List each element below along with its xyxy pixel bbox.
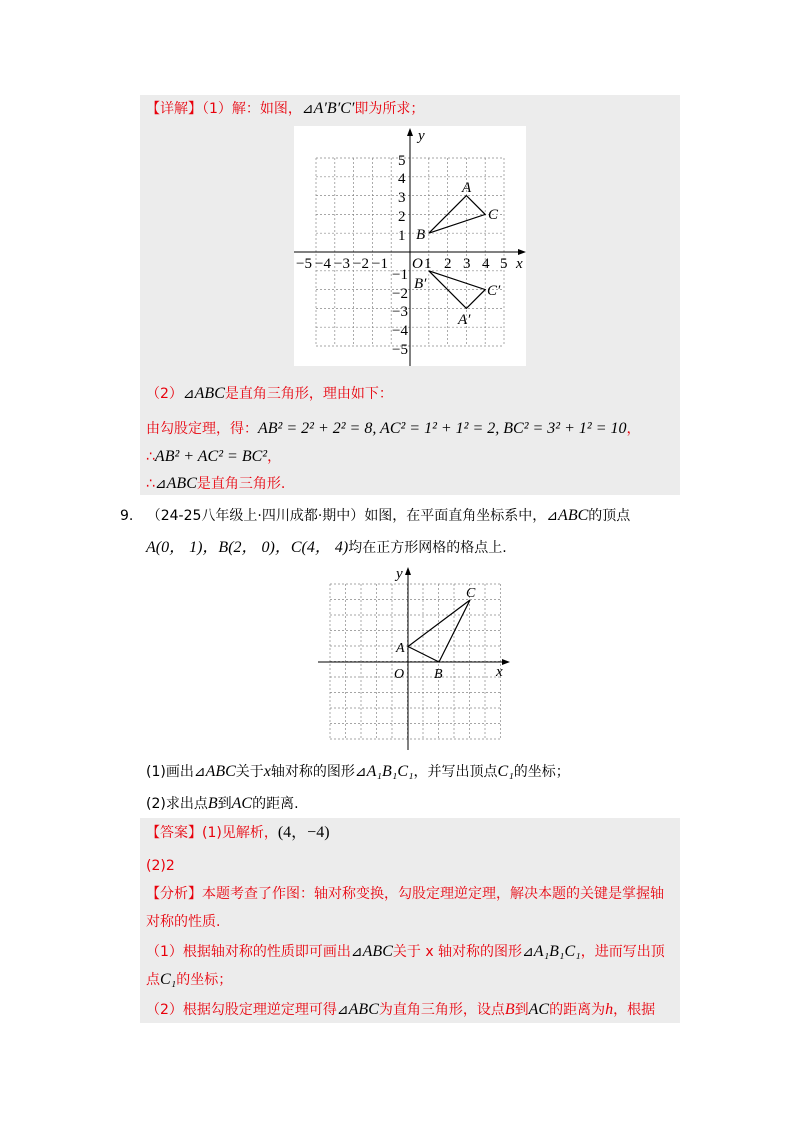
tick-y-neg3: −3 [392, 304, 408, 320]
x-axis-arrow [502, 659, 510, 665]
tick-y-4: 4 [398, 171, 406, 187]
triangle-symbol: ⊿ [354, 764, 367, 780]
question-1: (1)画出⊿ABC关于x轴对称的图形⊿A₁B₁C₁，并写出顶点C₁的坐标； [146, 763, 570, 780]
triangle-symbol: ⊿ [336, 1002, 349, 1018]
point-a: A [462, 180, 472, 196]
tick-y-2: 2 [398, 209, 406, 225]
triangle-symbol: ⊿ [350, 944, 363, 960]
triangle-symbol: ⊿ [182, 386, 195, 402]
answer-coordinate: (4，−4) [277, 824, 330, 841]
tick-y-neg4: −4 [392, 323, 408, 339]
triangle-symbol: ⊿ [193, 764, 206, 780]
x-axis-arrow [518, 249, 526, 255]
tick-x-neg1: −1 [372, 256, 388, 272]
figure-1 [294, 126, 526, 366]
problem-number: 9. [120, 508, 134, 524]
vertex-coordinates: A(0， 1)，B(2， 0)，C(4， 4) [146, 539, 349, 556]
tick-y-neg5: −5 [392, 342, 408, 358]
point-c: C [466, 586, 476, 601]
point-b: B [434, 667, 443, 682]
triangle-symbol: ⊿ [154, 476, 167, 492]
y-axis-label: y [396, 566, 403, 582]
analysis-label: 【分析】 [146, 886, 202, 902]
tick-y-5: 5 [398, 153, 406, 169]
tick-y-1: 1 [398, 228, 406, 244]
y-axis-arrow [407, 128, 413, 136]
question-2: (2)求出点B到AC的距离. [146, 795, 299, 812]
tick-x-3: 3 [463, 256, 471, 272]
analysis-line-2: 对称的性质. [146, 914, 221, 930]
point-b-prime: B′ [414, 276, 427, 292]
equation-2: AB² + AC² = BC² [154, 448, 268, 465]
answer-line-1: 【答案】(1)见解析，(4，−4) [146, 824, 330, 841]
x-axis-label: x [496, 664, 503, 680]
tick-x-neg3: −3 [334, 256, 350, 272]
analysis-line-4: 点C₁的坐标； [146, 971, 233, 988]
point-b: B [416, 227, 426, 243]
point-a-prime: A′ [458, 312, 471, 328]
tick-y-neg2: −2 [392, 286, 408, 302]
problem-source: （24-25八年级上·四川成都·期中） [146, 508, 365, 524]
tick-x-2: 2 [444, 256, 452, 272]
point-c: C [488, 207, 499, 223]
tick-x-neg4: −4 [315, 256, 331, 272]
answer-label: 【答案】 [146, 825, 202, 841]
tick-y-3: 3 [398, 190, 406, 206]
sum-line: ∴AB² + AC² = BC²， [146, 448, 282, 465]
figure-2-svg [314, 564, 514, 754]
origin-label: O [394, 667, 405, 682]
detail-line: 【详解】（1）解：如图，⊿A′B′C′即为所求； [146, 100, 425, 117]
triangle-symbol: ⊿ [301, 101, 314, 117]
point-c-prime: C′ [487, 283, 501, 299]
triangle-symbol: ⊿ [522, 944, 534, 960]
analysis-line-1: 【分析】本题考查了作图：轴对称变换，勾股定理逆定理，解决本题的关键是掌握轴 [146, 886, 664, 902]
detail-label: 【详解】 [146, 101, 202, 117]
triangle-abc [408, 600, 470, 662]
tick-y-neg1: −1 [392, 267, 408, 283]
y-axis-arrow [405, 567, 411, 575]
tick-x-neg5: −5 [296, 256, 312, 272]
point-a: A [396, 641, 405, 656]
tick-origin: O [412, 256, 423, 272]
answer-block [140, 818, 680, 1023]
tick-x-1: 1 [424, 256, 432, 272]
equation-1: AB² = 2² + 2² = 8, AC² = 1² + 1² = 2, BC² = 3² + 1² = 10 [258, 420, 627, 437]
x-axis-label: x [516, 256, 523, 272]
problem-9-line2: A(0， 1)，B(2， 0)，C(4， 4)均在正方形网格的格点上. [146, 539, 507, 556]
pythagoras-line: 由勾股定理，得：AB² = 2² + 2² = 8, AC² = 1² + 1² = 2, BC² = 3² + 1² = 10， [146, 420, 641, 437]
triangle-symbol: ⊿ [546, 508, 559, 524]
tick-x-5: 5 [500, 256, 508, 272]
conclusion-line: ∴⊿ABC是直角三角形. [146, 475, 286, 492]
problem-9-line1: 9. （24-25八年级上·四川成都·期中）如图，在平面直角坐标系中，⊿ABC的顶点 [120, 507, 631, 524]
tick-x-neg2: −2 [353, 256, 369, 272]
figure-1-svg [294, 126, 526, 366]
part2-line: （2）⊿ABC是直角三角形，理由如下： [146, 385, 393, 402]
analysis-line-3: （1）根据轴对称的性质即可画出⊿ABC关于 x 轴对称的图形⊿A₁B₁C₁，进而写出顶 [146, 943, 665, 960]
tick-x-4: 4 [482, 256, 490, 272]
answer-line-2: (2)2 [146, 858, 175, 874]
y-axis-label: y [418, 128, 425, 144]
figure-2 [314, 564, 514, 754]
analysis-line-5: （2）根据勾股定理逆定理可得⊿ABC为直角三角形，设点B到AC的距离为h，根据 [146, 1001, 656, 1018]
